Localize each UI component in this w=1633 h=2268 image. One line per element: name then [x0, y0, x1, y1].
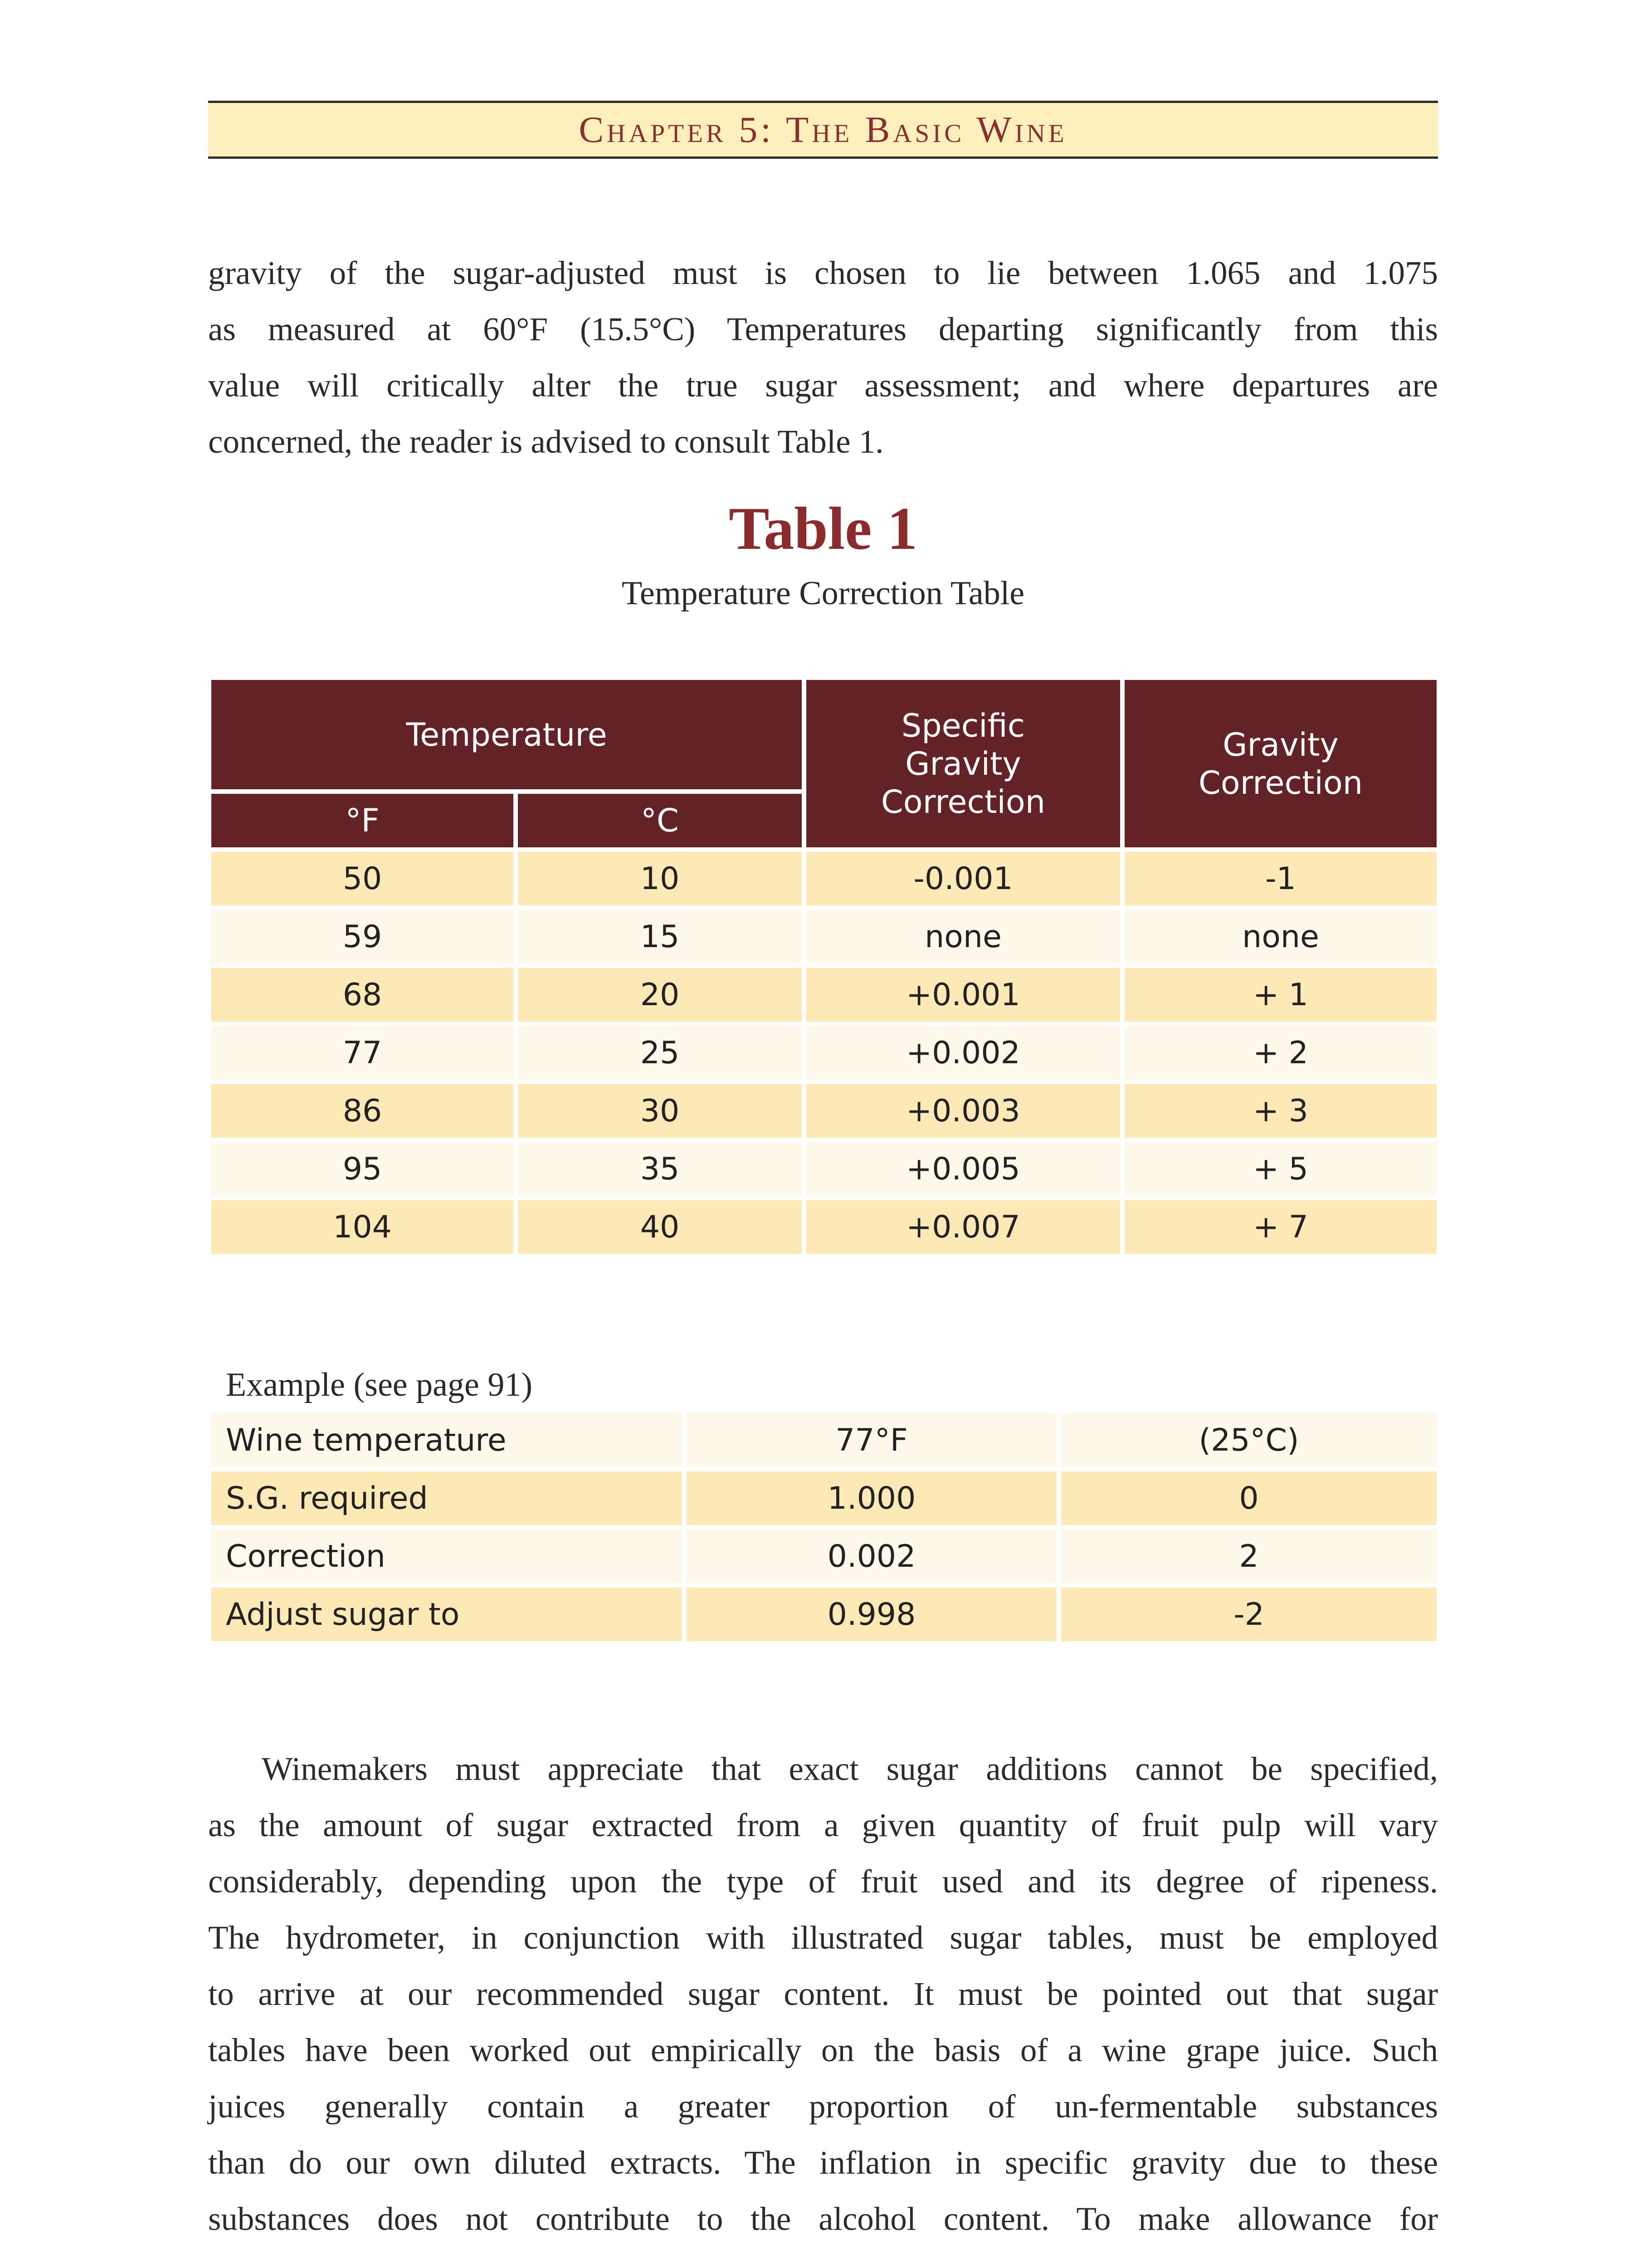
cell-sg-correction: +0.003	[806, 1084, 1120, 1138]
example-value: 77°F	[687, 1413, 1057, 1467]
intro-line: value will critically alter the true sugar assessment; and where departures are	[208, 367, 1438, 404]
body-line: Winemakers must appreciate that exact sugar additions cannot be specified,	[262, 1750, 1438, 1787]
cell-gravity-correction: + 1	[1125, 968, 1437, 1022]
cell-celsius: 40	[518, 1200, 802, 1254]
cell-fahrenheit: 50	[211, 852, 513, 905]
cell-gravity-correction: -1	[1125, 852, 1437, 905]
body-line: as the amount of sugar extracted from a given quantity of fruit pulp will vary	[208, 1807, 1438, 1843]
example-label: Correction	[211, 1530, 682, 1583]
chapter-title: Chapter 5: The Basic Wine	[579, 109, 1068, 150]
intro-line: concerned, the reader is advised to consult Table 1.	[208, 423, 884, 460]
cell-gravity-correction: + 3	[1125, 1084, 1437, 1138]
cell-sg-correction: +0.007	[806, 1200, 1120, 1254]
header-gravity-line: Gravity	[1223, 726, 1339, 763]
cell-sg-correction: +0.005	[806, 1142, 1120, 1196]
cell-fahrenheit: 95	[211, 1142, 513, 1196]
body-line: juices generally contain a greater proportion of un-fermentable substances	[208, 2088, 1438, 2125]
example-label: Adjust sugar to	[211, 1588, 682, 1641]
header-fahrenheit	[211, 794, 513, 847]
body-line: The hydrometer, in conjunction with illustrated sugar tables, must be employed	[208, 1919, 1438, 1956]
example-value: 0.002	[687, 1530, 1057, 1583]
header-celsius-label: °C	[641, 802, 679, 839]
body-line: substances does not contribute to the alcohol content. To make allowance for	[208, 2200, 1438, 2237]
body-line: than do our own diluted extracts. The inflation in specific gravity due to these	[208, 2144, 1438, 2181]
example-value: 0.998	[687, 1588, 1057, 1641]
header-fahrenheit-label: °F	[345, 802, 380, 839]
cell-fahrenheit: 68	[211, 968, 513, 1022]
intro-line: gravity of the sugar-adjusted must is chosen to lie between 1.065 and 1.075	[208, 254, 1438, 291]
header-sg-line: Specific	[901, 707, 1025, 744]
cell-celsius: 15	[518, 910, 802, 963]
cell-celsius: 30	[518, 1084, 802, 1138]
cell-gravity-correction: + 7	[1125, 1200, 1437, 1254]
example-value: 1.000	[687, 1471, 1057, 1525]
header-temperature-label: Temperature	[406, 716, 607, 753]
cell-celsius: 35	[518, 1142, 802, 1196]
example-units-value: (25°C)	[1061, 1413, 1437, 1467]
cell-celsius: 25	[518, 1026, 802, 1080]
table-title: Table 1	[729, 495, 917, 562]
example-label: Wine temperature	[211, 1413, 682, 1467]
cell-fahrenheit: 86	[211, 1084, 513, 1138]
header-gravity-correction	[1125, 680, 1437, 847]
example-label: S.G. required	[211, 1471, 682, 1525]
header-gravity-line: Correction	[1198, 764, 1363, 802]
example-caption: Example (see page 91)	[226, 1366, 532, 1403]
example-units-value: -2	[1061, 1588, 1437, 1641]
body-line: considerably, depending upon the type of fruit used and its degree of ripeness.	[208, 1863, 1438, 1900]
chapter-header	[208, 101, 1438, 159]
example-units-value: 2	[1061, 1530, 1437, 1583]
header-celsius	[518, 794, 802, 847]
cell-sg-correction: -0.001	[806, 852, 1120, 905]
header-temperature	[211, 680, 802, 789]
header-sg-line: Correction	[881, 783, 1046, 821]
body-line: to arrive at our recommended sugar content. It must be pointed out that sugar	[208, 1975, 1438, 2012]
cell-gravity-correction: none	[1125, 910, 1437, 963]
body-paragraph	[208, 1741, 1438, 2247]
cell-fahrenheit: 59	[211, 910, 513, 963]
intro-paragraph	[208, 245, 1438, 470]
table-subtitle: Temperature Correction Table	[621, 575, 1025, 612]
cell-sg-correction: none	[806, 910, 1120, 963]
cell-fahrenheit: 104	[211, 1200, 513, 1254]
body-line: tables have been worked out empirically on the basis of a wine grape juice. Such	[208, 2032, 1438, 2068]
intro-line: as measured at 60°F (15.5°C) Temperatures departing significantly from this	[208, 311, 1438, 347]
cell-celsius: 20	[518, 968, 802, 1022]
cell-sg-correction: +0.001	[806, 968, 1120, 1022]
header-sg-line: Gravity	[905, 745, 1021, 782]
header-sg-correction	[806, 680, 1120, 847]
cell-gravity-correction: + 2	[1125, 1026, 1437, 1080]
cell-sg-correction: +0.002	[806, 1026, 1120, 1080]
cell-fahrenheit: 77	[211, 1026, 513, 1080]
cell-gravity-correction: + 5	[1125, 1142, 1437, 1196]
example-units-value: 0	[1061, 1471, 1437, 1525]
cell-celsius: 10	[518, 852, 802, 905]
